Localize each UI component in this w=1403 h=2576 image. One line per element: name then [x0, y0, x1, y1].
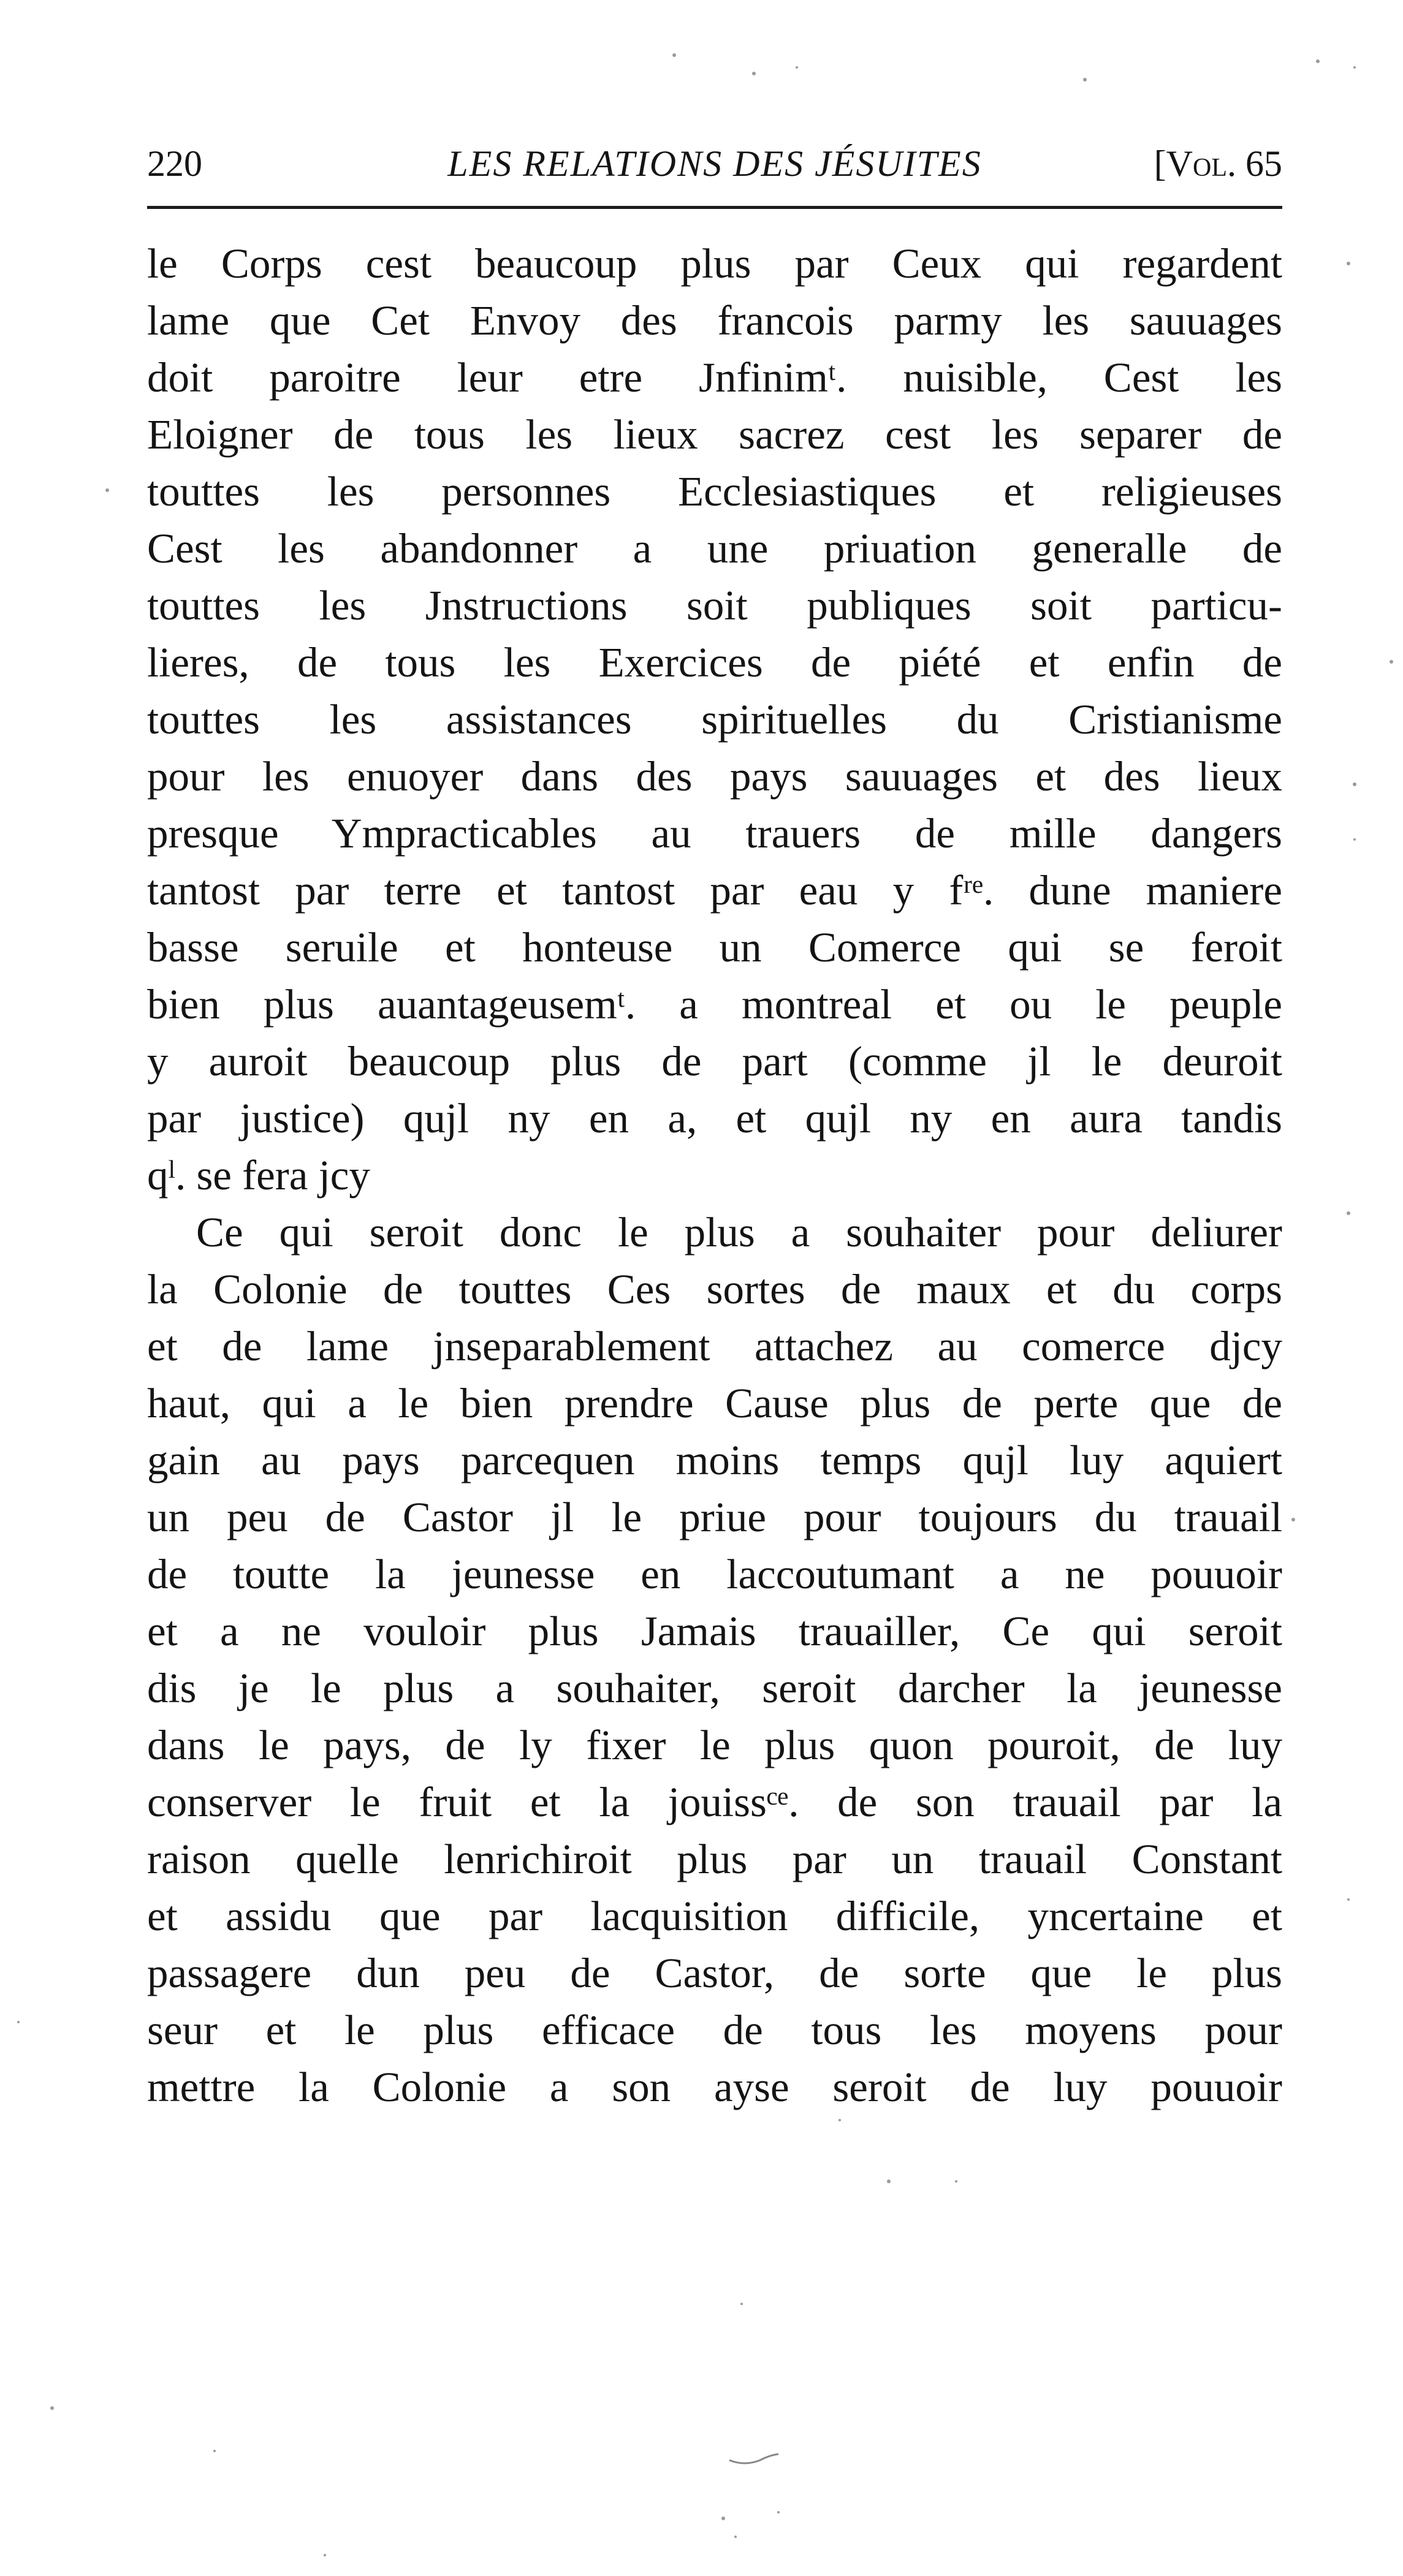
text-line: de toutte la jeunesse en laccoutumant a ne pouuoir	[147, 1551, 1282, 1597]
text-line: seur et le plus efficace de tous les moyens pour	[147, 2007, 1282, 2053]
volume-marker: [Vol. 65	[1154, 143, 1282, 184]
text-line: lame que Cet Envoy des francois parmy les sauuages	[147, 297, 1282, 344]
text-line: Cest les abandonner a une priuation generalle de	[147, 525, 1282, 572]
text-line: Eloigner de tous les lieux sacrez cest les separer de	[147, 411, 1282, 458]
text-line: la Colonie de touttes Ces sortes de maux et du corps	[147, 1266, 1282, 1313]
text-line: touttes les Jnstructions soit publiques soit particu-	[147, 582, 1282, 629]
text-line: conserver le fruit et la jouissᶜᵉ. de son trauail par la	[147, 1779, 1282, 1825]
text-line: bien plus auantageusemᵗ. a montreal et ou le peuple	[147, 981, 1282, 1028]
text-line: dis je le plus a souhaiter, seroit darcher la jeunesse	[147, 1665, 1282, 1711]
page-number: 220	[147, 143, 202, 184]
text-line: gain au pays parcequen moins temps qujl luy aquiert	[147, 1437, 1282, 1483]
text-line: Ce qui seroit donc le plus a souhaiter pour deliurer	[196, 1209, 1282, 1256]
text-line: doit paroitre leur etre Jnfinimᵗ. nuisible, Cest les	[147, 354, 1282, 401]
text-line: lieres, de tous les Exercices de piété et enfin de	[147, 639, 1282, 686]
text-line: basse seruile et honteuse un Comerce qui se feroit	[147, 924, 1282, 971]
text-line: mettre la Colonie a son ayse seroit de luy pouuoir	[147, 2064, 1282, 2110]
text-line: le Corps cest beaucoup plus par Ceux qui regardent	[147, 240, 1282, 287]
text-line: et de lame jnseparablement attachez au comerce djcy	[147, 1323, 1282, 1369]
text-line: haut, qui a le bien prendre Cause plus de perte que de	[147, 1380, 1282, 1426]
text-line: par justice) qujl ny en a, et qujl ny en aura tandis	[147, 1095, 1282, 1142]
text-line: pour les enuoyer dans des pays sauuages et des lieux	[147, 753, 1282, 800]
text-line: presque Ympracticables au trauers de mille dangers	[147, 810, 1282, 857]
text-line: raison quelle lenrichiroit plus par un trauail Constant	[147, 1836, 1282, 1882]
text-line: y auroit beaucoup plus de part (comme jl le deuroit	[147, 1038, 1282, 1085]
text-line: tantost par terre et tantost par eau y fʳᵉ. dune maniere	[147, 867, 1282, 914]
text-line: et a ne vouloir plus Jamais trauailler, Ce qui seroit	[147, 1608, 1282, 1654]
text-line: touttes les assistances spirituelles du Cristianisme	[147, 696, 1282, 743]
text-line: passagere dun peu de Castor, de sorte que le plus	[147, 1950, 1282, 1996]
text-line: dans le pays, de ly fixer le plus quon pouroit, de luy	[147, 1722, 1282, 1768]
running-title: LES RELATIONS DES JÉSUITES	[447, 143, 982, 184]
text-line: et assidu que par lacquisition difficile, yncertaine et	[147, 1893, 1282, 1939]
text-line: touttes les personnes Ecclesiastiques et religieuses	[147, 468, 1282, 515]
text-line: un peu de Castor jl le priue pour toujours du trauail	[147, 1494, 1282, 1540]
text-line: qˡ. se fera jcy	[147, 1152, 370, 1199]
